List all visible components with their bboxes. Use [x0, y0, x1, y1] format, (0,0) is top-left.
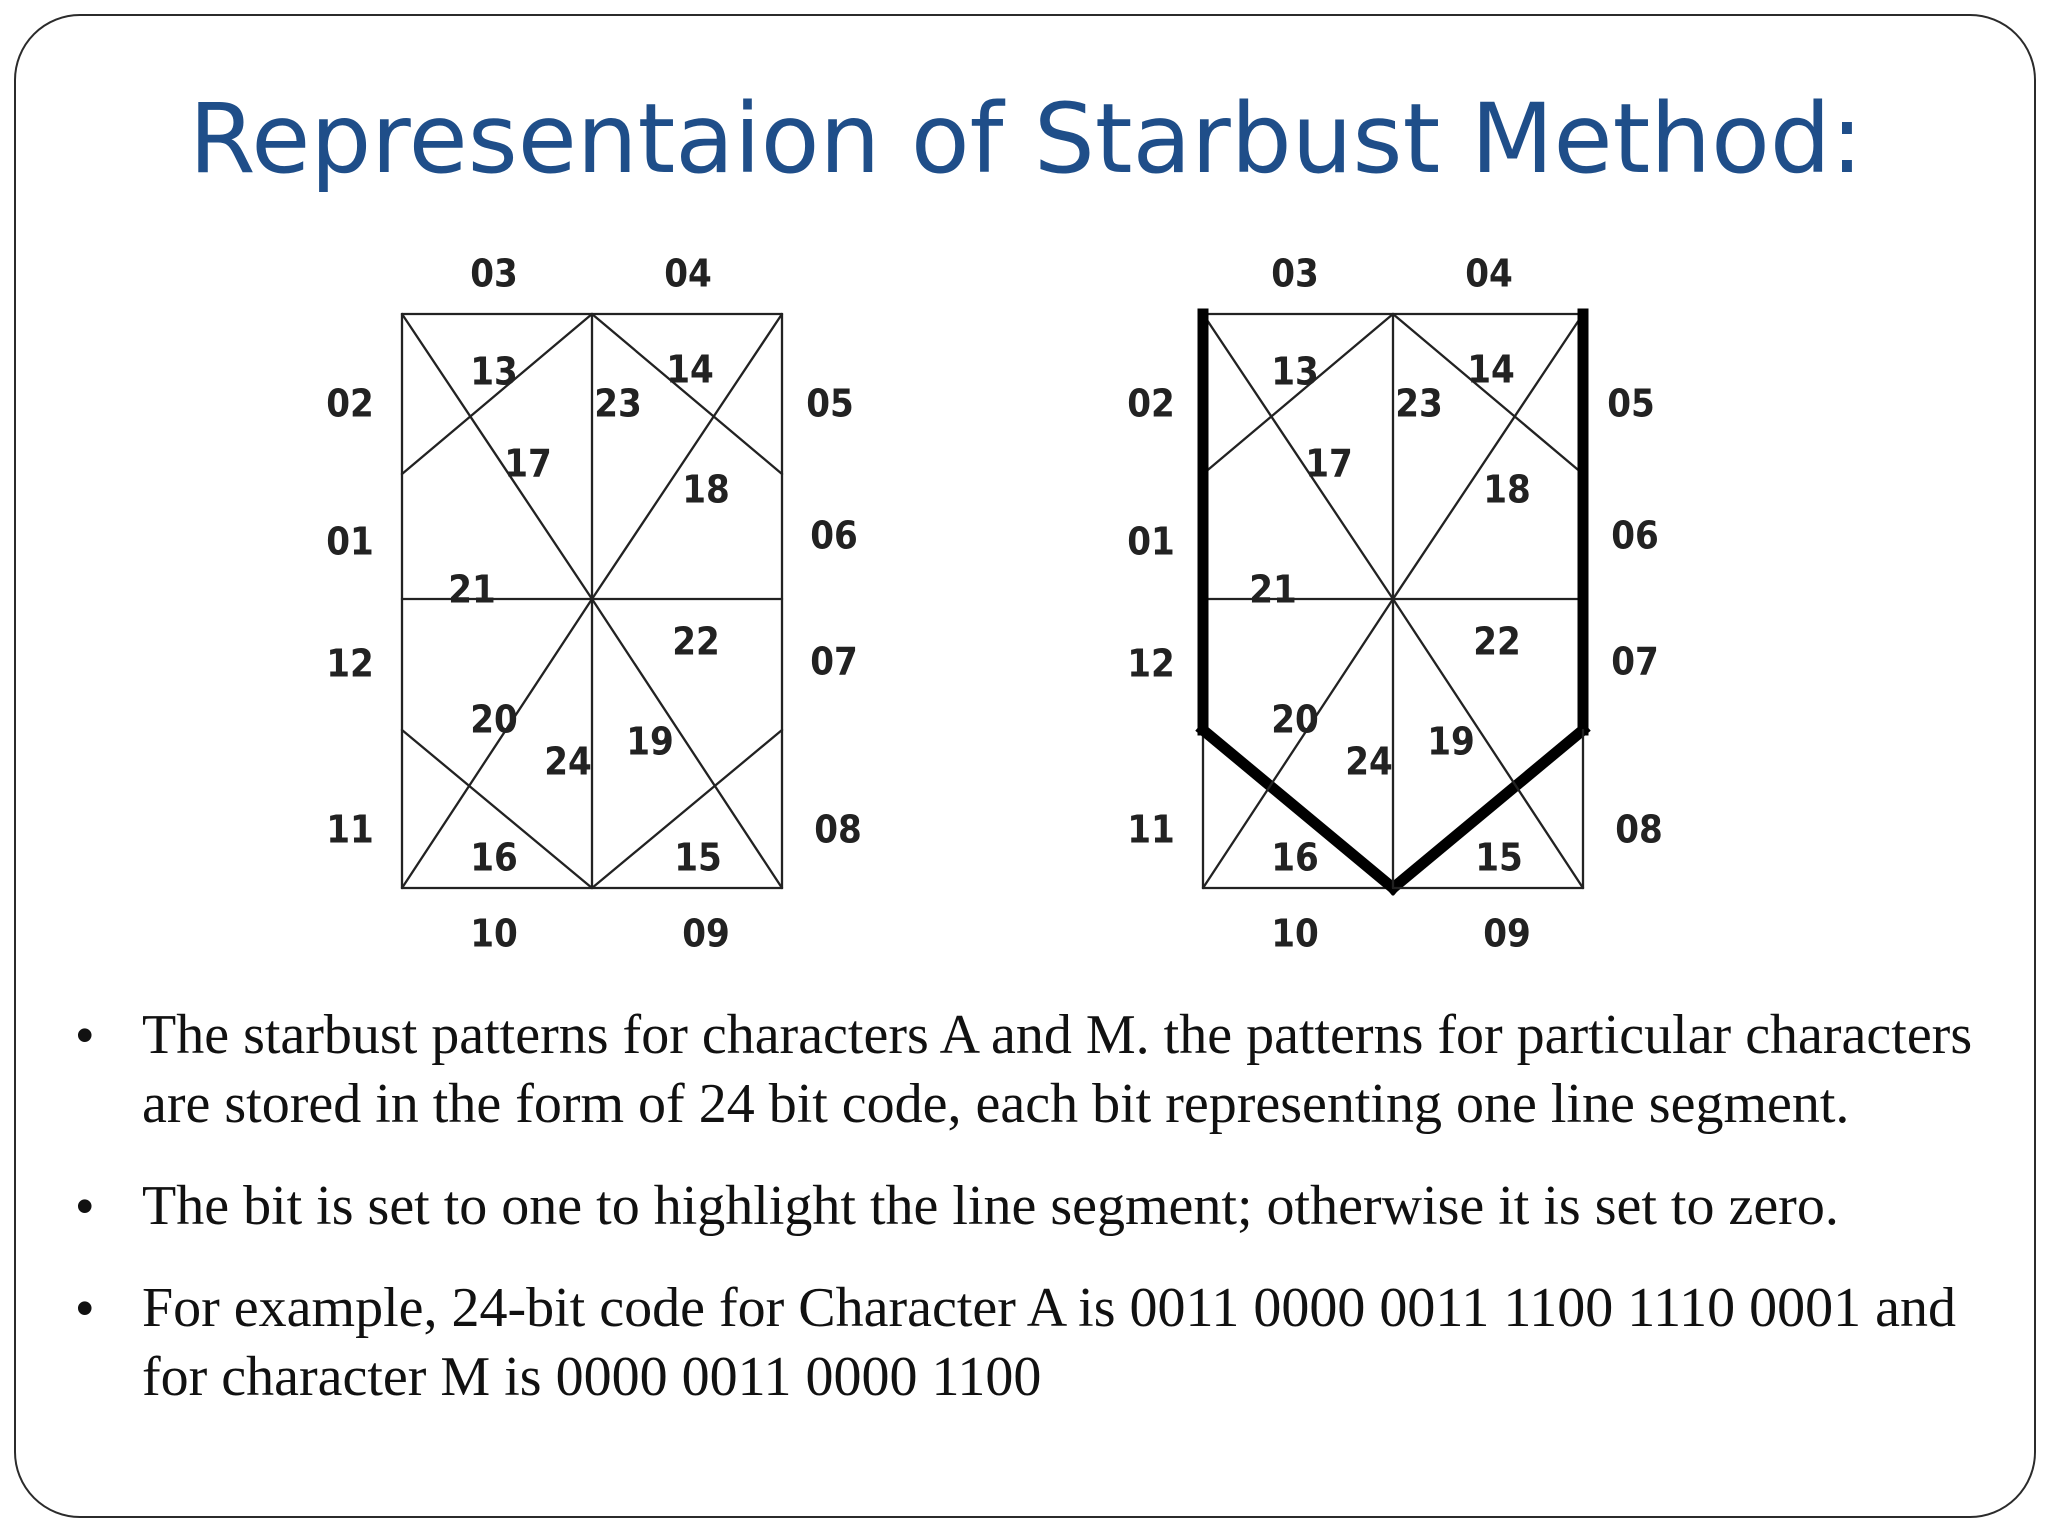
segment-label-14: 14 — [666, 347, 714, 392]
bullet-list — [76, 1001, 1976, 1445]
segment-label-09: 09 — [1483, 911, 1531, 956]
bullet-text: The starbust patterns for characters A and M. the patterns for particular characters are stored in the form of 24 bit code, each bit representing one line segment. — [142, 1004, 1973, 1135]
segment-label-09: 09 — [682, 911, 730, 956]
segment-label-14: 14 — [1467, 347, 1515, 392]
segment-label-19: 19 — [626, 719, 674, 764]
bullet-item — [76, 1274, 1976, 1412]
bullet-glyph: • — [76, 1280, 94, 1336]
segment-label-02: 02 — [1127, 381, 1175, 426]
segment-label-04: 04 — [664, 251, 712, 296]
starburst-diagram-plain — [296, 226, 916, 986]
segment-label-21: 21 — [448, 567, 496, 612]
segment-13 — [402, 314, 592, 474]
segment-label-08: 08 — [1615, 807, 1663, 852]
bullet-text: For example, 24-bit code for Character A is 0011 0000 0011 1100 1110 0001 and for character M is 0000 0011 0000 1100 — [142, 1277, 1956, 1408]
segment-label-05: 05 — [806, 381, 854, 426]
segment-label-24: 24 — [1345, 739, 1393, 784]
segment-13 — [1203, 314, 1393, 474]
bullet-glyph: • — [76, 1007, 94, 1063]
segment-label-03: 03 — [470, 251, 518, 296]
bullet-item — [76, 1001, 1976, 1139]
bullet-glyph: • — [76, 1178, 94, 1234]
segment-label-15: 15 — [674, 835, 722, 880]
segment-label-13: 13 — [470, 349, 518, 394]
segment-label-24: 24 — [544, 739, 592, 784]
segment-label-03: 03 — [1271, 251, 1319, 296]
segment-label-15: 15 — [1475, 835, 1523, 880]
segment-label-19: 19 — [1427, 719, 1475, 764]
segment-label-05: 05 — [1607, 381, 1655, 426]
segment-label-10: 10 — [470, 911, 518, 956]
segment-label-11: 11 — [1127, 807, 1175, 852]
segment-label-23: 23 — [594, 381, 642, 426]
segment-label-12: 12 — [1127, 641, 1175, 686]
starburst-diagram-highlighted — [1097, 226, 1717, 986]
segment-label-06: 06 — [1611, 513, 1659, 558]
segment-label-10: 10 — [1271, 911, 1319, 956]
segment-label-21: 21 — [1249, 567, 1297, 612]
segment-label-16: 16 — [470, 835, 518, 880]
segment-label-07: 07 — [1611, 639, 1659, 684]
segment-label-04: 04 — [1465, 251, 1513, 296]
segment-label-01: 01 — [326, 519, 374, 564]
segment-label-20: 20 — [470, 697, 518, 742]
segment-label-07: 07 — [810, 639, 858, 684]
segment-label-18: 18 — [1483, 467, 1531, 512]
bullet-text: The bit is set to one to highlight the line segment; otherwise it is set to zero. — [142, 1175, 1839, 1237]
segment-label-23: 23 — [1395, 381, 1443, 426]
segment-label-17: 17 — [1305, 441, 1353, 486]
segment-label-13: 13 — [1271, 349, 1319, 394]
slide-title: Representaion of Starbust Method: — [188, 83, 1864, 195]
bullet-item — [76, 1172, 1976, 1241]
segment-label-18: 18 — [682, 467, 730, 512]
segment-label-11: 11 — [326, 807, 374, 852]
slide-frame — [14, 14, 2036, 1518]
segment-label-02: 02 — [326, 381, 374, 426]
segment-label-20: 20 — [1271, 697, 1319, 742]
segment-label-01: 01 — [1127, 519, 1175, 564]
segment-label-22: 22 — [1473, 619, 1521, 664]
segment-label-08: 08 — [814, 807, 862, 852]
segment-label-22: 22 — [672, 619, 720, 664]
segment-label-17: 17 — [504, 441, 552, 486]
segment-label-16: 16 — [1271, 835, 1319, 880]
segment-label-12: 12 — [326, 641, 374, 686]
segment-label-06: 06 — [810, 513, 858, 558]
